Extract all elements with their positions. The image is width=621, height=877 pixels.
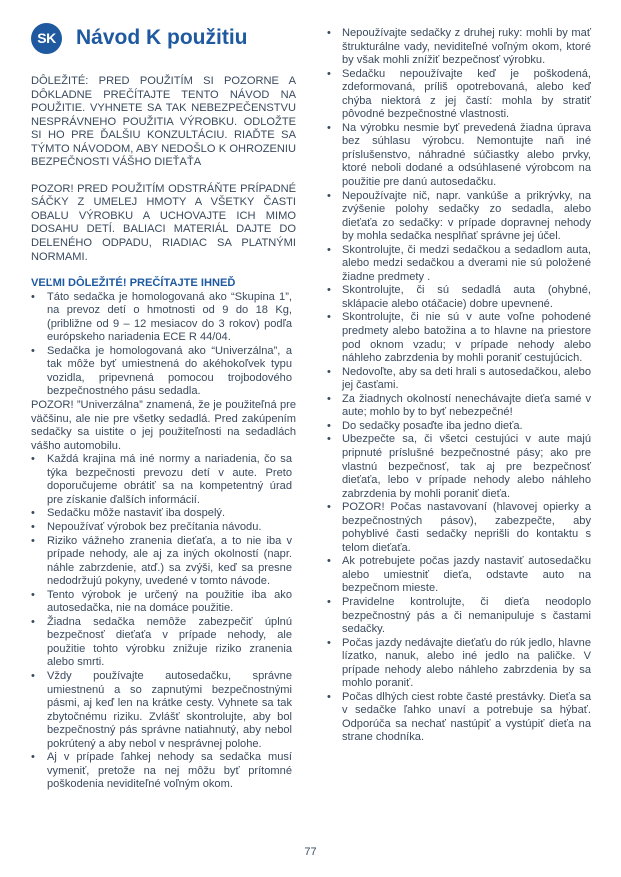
packaging-warning: POZOR! PRED POUŽITÍM ODSTRÁŇTE PRÍPADNÉ SÁČKY Z UMELEJ HMOTY A VŠETKY ČASTI OBALU VÝROBKU A UCHOVAJTE ICH MIMO DOSAHU DETÍ. BALIACI MATERIÁL DAJTE DO DELENÉHO ODPADU, RIADIAC SA PLATNÝMI NORMAMI. [31,182,296,263]
left-column [31,75,296,792]
list-item: • Aj v prípade ľahkej nehody sa sedačka musí vymeniť, pretože na nej môžu byť prítomné poškodenia neviditeľné voľným okom. [31,751,296,792]
universal-note: POZOR! ”Univerzálna” znamená, že je použiteľná pre väčšinu, ale nie pre všetky sedadlá. Pred zakúpením sedačky sa uistite o jej použiteľnosti na sedadlách vášho automobilu. [31,399,296,452]
list-item: • Tento výrobok je určený na použitie iba ako autosedačka, nie na domáce použitie. [31,589,296,616]
bullet-list-c [325,27,591,745]
language-badge: SK [31,23,62,54]
page-header [31,22,248,54]
list-item: • Táto sedačka je homologovaná ako “Skupina 1”, na prevoz detí o hmotnosti od 9 do 18 Kg, (približne od 9 – 12 mesiacov do 3 rokov) podľa európskeho nariadenia ECE R 44/04. [31,291,296,345]
list-item: • Ak potrebujete počas jazdy nastaviť autosedačku alebo umiestniť dieťa, odstavte auto na bezpečnom mieste. [325,555,591,596]
list-item: • Sedačku môže nastaviť iba dospelý. [31,507,296,521]
list-item: • POZOR! Počas nastavovaní (hlavovej opierky a bezpečnostných pásov), zabezpečte, aby pohyblivé časti sedačky neprišli do kontaktu s telom dieťaťa. [325,501,591,555]
list-item: • Počas dlhých ciest robte časté prestávky. Dieťa sa v sedačke ľahko unaví a potrebuje sa hýbať. Odporúča sa nechať nastúpiť a vystúpiť dieťa na strane chodníka. [325,691,591,745]
list-item: • Nedovoľte, aby sa deti hrali s autosedačkou, alebo jej časťami. [325,366,591,393]
list-item: • Do sedačky posaďte iba jedno dieťa. [325,420,591,434]
list-item: • Nepoužívajte nič, napr. vankúše a prikrývky, na zvýšenie polohy sedačky zo sedadla, alebo dieťaťa zo sedačky: v prípade dopravnej nehody by mohla sedačka nesplňať správne jej účel. [325,190,591,244]
list-item: • Za žiadnych okolností nenechávajte dieťa samé v aute; mohlo by to byť nebezpečné! [325,393,591,420]
list-item: • Pravidelne kontrolujte, či dieťa neodoplo bezpečnostný pás a či nemanipuluje s častami sedačky. [325,596,591,637]
list-item: • Každá krajina má iné normy a nariadenia, čo sa týka bezpečnosti prevozu detí v aute. Preto doporučujeme obrátiť sa na kompetentný úrad pre získanie ďalších informácií. [31,453,296,507]
bullet-list-a [31,291,296,399]
list-item: • Na výrobku nesmie byť prevedená žiadna úprava bez súhlasu výrobcu. Nemontujte naň iné príslušenstvo, náhradné súčiastky alebo prvky, ktoré neboli dodané a odsúhlasené výrobcom na použitie pre danú autosedačku. [325,122,591,190]
page-title: Návod K použitiu [76,26,248,49]
bullet-list-b [31,453,296,792]
list-item: • Sedačka je homologovaná ako “Univerzálna”, a tak môže byť umiestnená do akéhokoľvek typu vozidla, pripevnená pomocou trojbodového bezpečnostného pásu sedadla. [31,345,296,399]
list-item: • Nepoužívať výrobok bez prečítania návodu. [31,521,296,535]
list-item: • Skontrolujte, či sú sedadlá auta (ohybné, sklápacie alebo otáčacie) dobre upevnené. [325,284,591,311]
list-item: • Nepoužívajte sedačky z druhej ruky: mohli by mať štrukturálne vady, neviditeľné voľným okom, ktoré by však mohli znížiť bezpečnosť výrobku. [325,27,591,68]
list-item: • Skontrolujte, či medzi sedačkou a sedadlom auta, alebo medzi sedačkou a dverami nie sú položené žiadne predmety . [325,244,591,285]
list-item: • Žiadna sedačka nemôže zabezpečiť úplnú bezpečnosť dieťaťa v prípade nehody, ale použitie tohto výrobku znižuje riziko zranenia alebo smrti. [31,616,296,670]
list-item: • Ubezpečte sa, či všetci cestujúci v aute majú pripnuté príslušné bezpečnostné pásy; ako pre vlastnú bezpečnosť, tak aj pre bezpečnosť dieťaťa, lebo v prípade nehody alebo náhleho zabrzdenia by mohli poraniť dieťa. [325,433,591,501]
list-item: • Skontrolujte, či nie sú v aute voľne pohodené predmety alebo batožina a to hlavne na priestore pod oknom vzadu; v prípade nehody alebo náhleho zabrzdenia by mohli poraniť cestujúcich. [325,311,591,365]
intro-warning: DÔLEŽITÉ: PRED POUŽITÍM SI POZORNE A DÔKLADNE PREČÍTAJTE TENTO NÁVOD NA POUŽITIE. VYHNETE SA TAK NEBEZPEČENSTVU NESPRÁVNEHO POUŽITIA VÝROBKU. ODLOŽTE SI HO PRE ĎALŠIU KONZULTÁCIU. RIAĎTE SA TÝMTO NÁVODOM, ABY NEDOŠLO K OHROZENIU BEZPEČNOSTI VÁŠHO DIEŤAŤA [31,75,296,169]
list-item: • Riziko vážneho zranenia dieťaťa, a to nie iba v prípade nehody, ale aj za iných okolností (napr. náhle zabrzdenie, atď.) sa zvýši, keď sa presne nedodržujú pokyny, uvedené v tomto návode. [31,535,296,589]
right-column [325,27,591,745]
list-item: • Vždy používajte autosedačku, správne umiestnenú a so zapnutými bezpečnostnými pásmi, aj keď len na krátke cesty. Vyhnete sa tak zbytočnému riziku. Zvlášť skontrolujte, aby bol bezpečnostný pás správne natiahnutý, aby nebol pokrútený a aby nebol v nesprávnej polohe. [31,670,296,751]
list-item: • Sedačku nepoužívajte keď je poškodená, zdeformovaná, príliš opotrebovaná, alebo keď chýba niektorá z jej častí: mohla by stratiť pôvodné bezpečnostné vlastnosti. [325,68,591,122]
page-number: 77 [304,846,317,858]
list-item: • Počas jazdy nedávajte dieťaťu do rúk jedlo, hlavne lízatko, nanuk, alebo iné jedlo na paličke. V prípade nehody alebo náhleho zabrzdenia by sa mohlo poraniť. [325,637,591,691]
section-heading: VEĽMI DÔLEŽITÉ! PREČÍTAJTE IHNEĎ [31,277,236,290]
